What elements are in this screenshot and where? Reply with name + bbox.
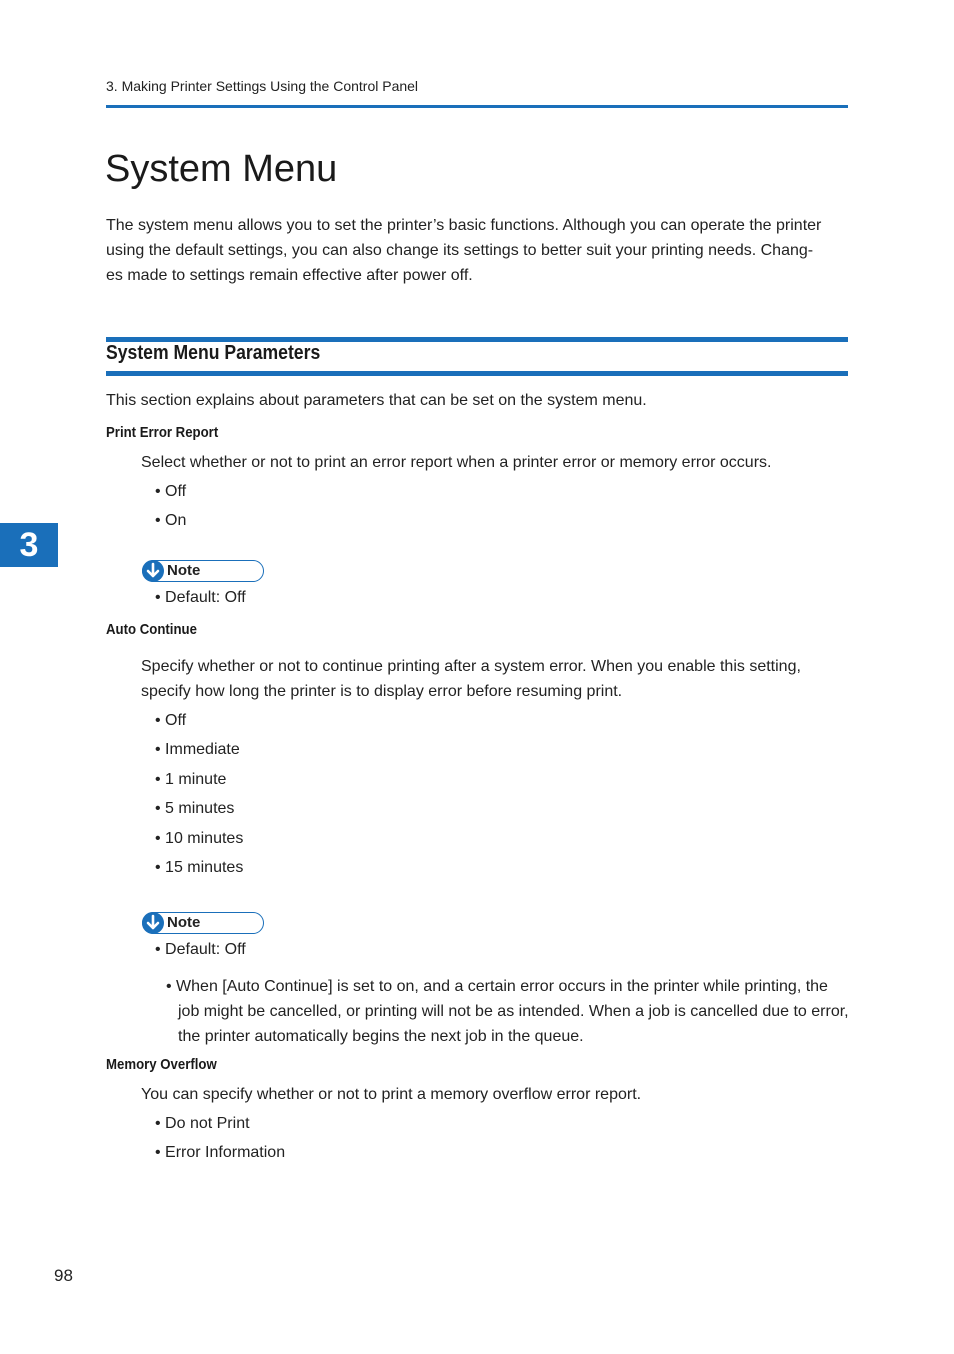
section-rule-bottom xyxy=(106,371,848,376)
page-title: System Menu xyxy=(105,148,338,190)
down-arrow-icon xyxy=(142,912,164,934)
intro-line: The system menu allows you to set the printer’s basic functions. Although you can operate the printer xyxy=(106,217,822,234)
note-item: • When [Auto Continue] is set to on, and a certain error occurs in the printer while printing, the job might be cancelled, or printing will not be as intended. When a job is cancelled due to error, the printer automatically begins the next job in the queue. xyxy=(155,974,853,1049)
option-item: • Off xyxy=(155,482,186,502)
intro-paragraph xyxy=(106,213,851,288)
option-item: • 10 minutes xyxy=(155,829,243,849)
intro-line: es made to settings remain effective after power off. xyxy=(106,267,473,284)
option-item: • On xyxy=(155,511,186,531)
option-item: • Immediate xyxy=(155,740,240,760)
note-item: • Default: Off xyxy=(155,588,246,608)
note-label: Note xyxy=(167,562,201,579)
page-number: 98 xyxy=(54,1266,73,1285)
intro-line: using the default settings, you can also change its settings to better suit your printing needs. Chang- xyxy=(106,242,814,259)
down-arrow-icon xyxy=(142,560,164,582)
option-item: • Do not Print xyxy=(155,1114,250,1134)
description-line: Specify whether or not to continue printing after a system error. When you enable this setting, xyxy=(141,658,801,675)
note-badge xyxy=(142,912,264,934)
section-intro: This section explains about parameters that can be set on the system menu. xyxy=(106,392,647,409)
option-item: • 1 minute xyxy=(155,770,226,790)
section-title: System Menu Parameters xyxy=(106,342,321,364)
option-item: • 15 minutes xyxy=(155,858,243,878)
option-item: • Off xyxy=(155,711,186,731)
note-badge xyxy=(142,560,264,582)
param-description: You can specify whether or not to print a memory overflow error report. xyxy=(141,1086,642,1103)
description-line: specify how long the printer is to display error before resuming print. xyxy=(141,683,623,700)
param-name-print-error-report: Print Error Report xyxy=(106,424,219,441)
note-item: • Default: Off xyxy=(155,940,246,960)
option-item: • Error Information xyxy=(155,1143,285,1163)
chapter-tab: 3 xyxy=(0,523,58,567)
param-name-auto-continue: Auto Continue xyxy=(106,621,197,638)
note-label: Note xyxy=(167,914,201,931)
running-header: 3. Making Printer Settings Using the Control Panel xyxy=(106,78,419,94)
option-item: • 5 minutes xyxy=(155,799,234,819)
header-rule xyxy=(106,105,848,108)
param-name-memory-overflow: Memory Overflow xyxy=(106,1056,217,1073)
param-description: Select whether or not to print an error report when a printer error or memory error occurs. xyxy=(141,454,772,471)
param-description xyxy=(141,654,851,704)
